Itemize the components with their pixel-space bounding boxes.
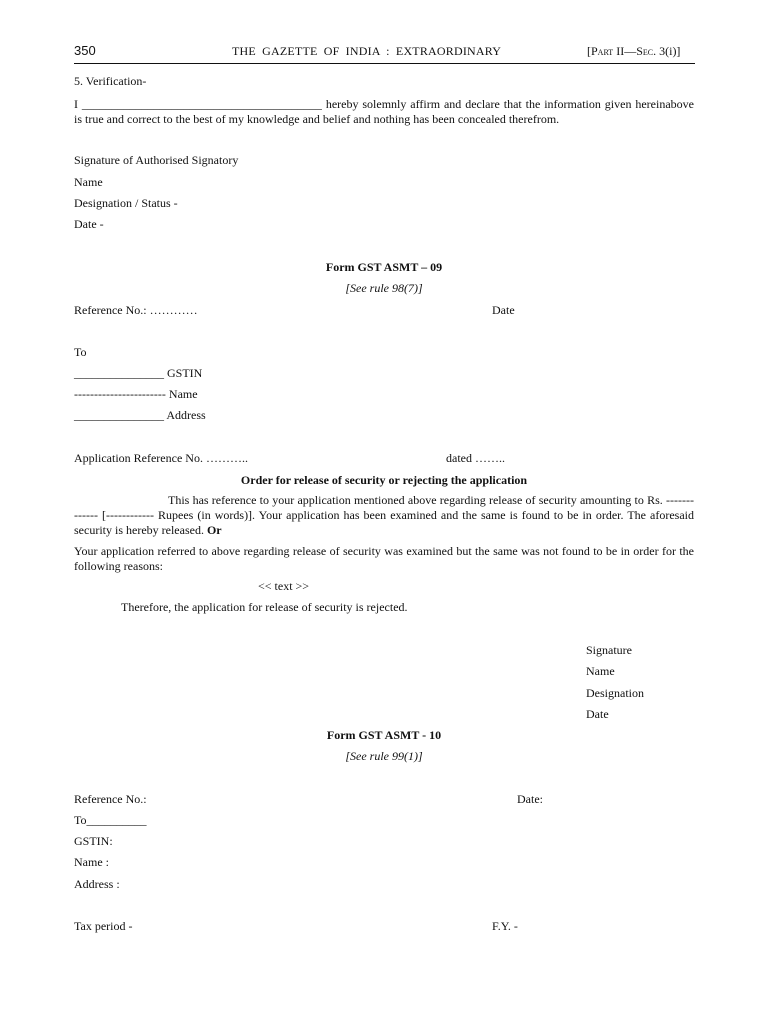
- asmt09-form-title: Form GST ASMT – 09: [325, 260, 443, 274]
- part-word: Part: [591, 44, 614, 58]
- asmt09-rule: [See rule 98(7)]: [345, 281, 423, 295]
- asmt10-gstin-label: GSTIN:: [74, 834, 113, 848]
- asmt10-form-title: Form GST ASMT - 10: [326, 728, 442, 742]
- asmt09-sign-designation-label: Designation: [586, 686, 644, 700]
- asmt10-address-label: Address :: [74, 877, 120, 891]
- verification-declaration: I ________________________________________ hereby solemnly affirm and declare that the information given hereinabove is true and correct to the best of my knowledge and belief and nothing has been concealed therefrom.: [74, 97, 694, 126]
- part-open-bracket: [: [587, 44, 591, 58]
- asmt09-sign-name-label: Name: [586, 664, 615, 678]
- asmt09-application-reference: Application Reference No. ………..: [74, 451, 248, 465]
- part-roman: II—: [613, 44, 637, 58]
- asmt09-or-word: Or: [206, 523, 222, 537]
- asmt09-address-line: _______________ Address: [74, 408, 206, 422]
- page-number: 350: [74, 43, 96, 58]
- asmt09-signature-label: Signature: [586, 643, 632, 657]
- part-section-label: [587, 44, 680, 59]
- verification-date-label: Date -: [74, 217, 104, 231]
- asmt10-to-line: To__________: [74, 813, 147, 827]
- asmt10-reference-no: Reference No.:: [74, 792, 147, 806]
- sec-word: Sec: [636, 44, 654, 58]
- asmt09-date-label: Date: [492, 303, 515, 317]
- asmt09-rejected-line: Therefore, the application for release of security is rejected.: [121, 600, 408, 614]
- verification-designation-label: Designation / Status -: [74, 196, 178, 210]
- asmt09-to-label: To: [74, 345, 87, 359]
- asmt09-sign-date-label: Date: [586, 707, 609, 721]
- sec-number: . 3(i)]: [653, 44, 681, 58]
- verification-heading: 5. Verification-: [74, 74, 147, 88]
- asmt10-fy: F.Y. -: [492, 919, 518, 933]
- asmt10-rule: [See rule 99(1)]: [345, 749, 423, 763]
- asmt09-order-heading: Order for release of security or rejecting the application: [240, 473, 528, 487]
- gazette-title: THE GAZETTE OF INDIA : EXTRAORDINARY: [232, 44, 502, 58]
- asmt09-paragraph-reject: Your application referred to above regarding release of security was examined but the same was not found to be in order for the following reasons:: [74, 544, 694, 573]
- header-rule: [74, 63, 695, 64]
- asmt09-gstin-line: _______________ GSTIN: [74, 366, 203, 380]
- asmt09-paragraph-release-text: This has reference to your application mentioned above regarding release of security amounting to Rs. ------------- [------------ Rupees (in words)]. Your application has been examined and the same is found to be in order. The aforesaid security is hereby released.: [74, 493, 694, 537]
- asmt09-dated: dated ……..: [446, 451, 505, 465]
- asmt09-text-placeholder: << text >>: [258, 579, 310, 593]
- asmt09-name-line: ----------------------- Name: [74, 387, 198, 401]
- asmt10-name-label: Name :: [74, 855, 109, 869]
- asmt10-date-label: Date:: [517, 792, 543, 806]
- asmt09-paragraph-release: [74, 493, 694, 538]
- signature-authorised-label: Signature of Authorised Signatory: [74, 153, 239, 167]
- asmt09-reference-no: Reference No.: …………: [74, 303, 198, 317]
- asmt10-tax-period: Tax period -: [74, 919, 133, 933]
- verification-name-label: Name: [74, 175, 103, 189]
